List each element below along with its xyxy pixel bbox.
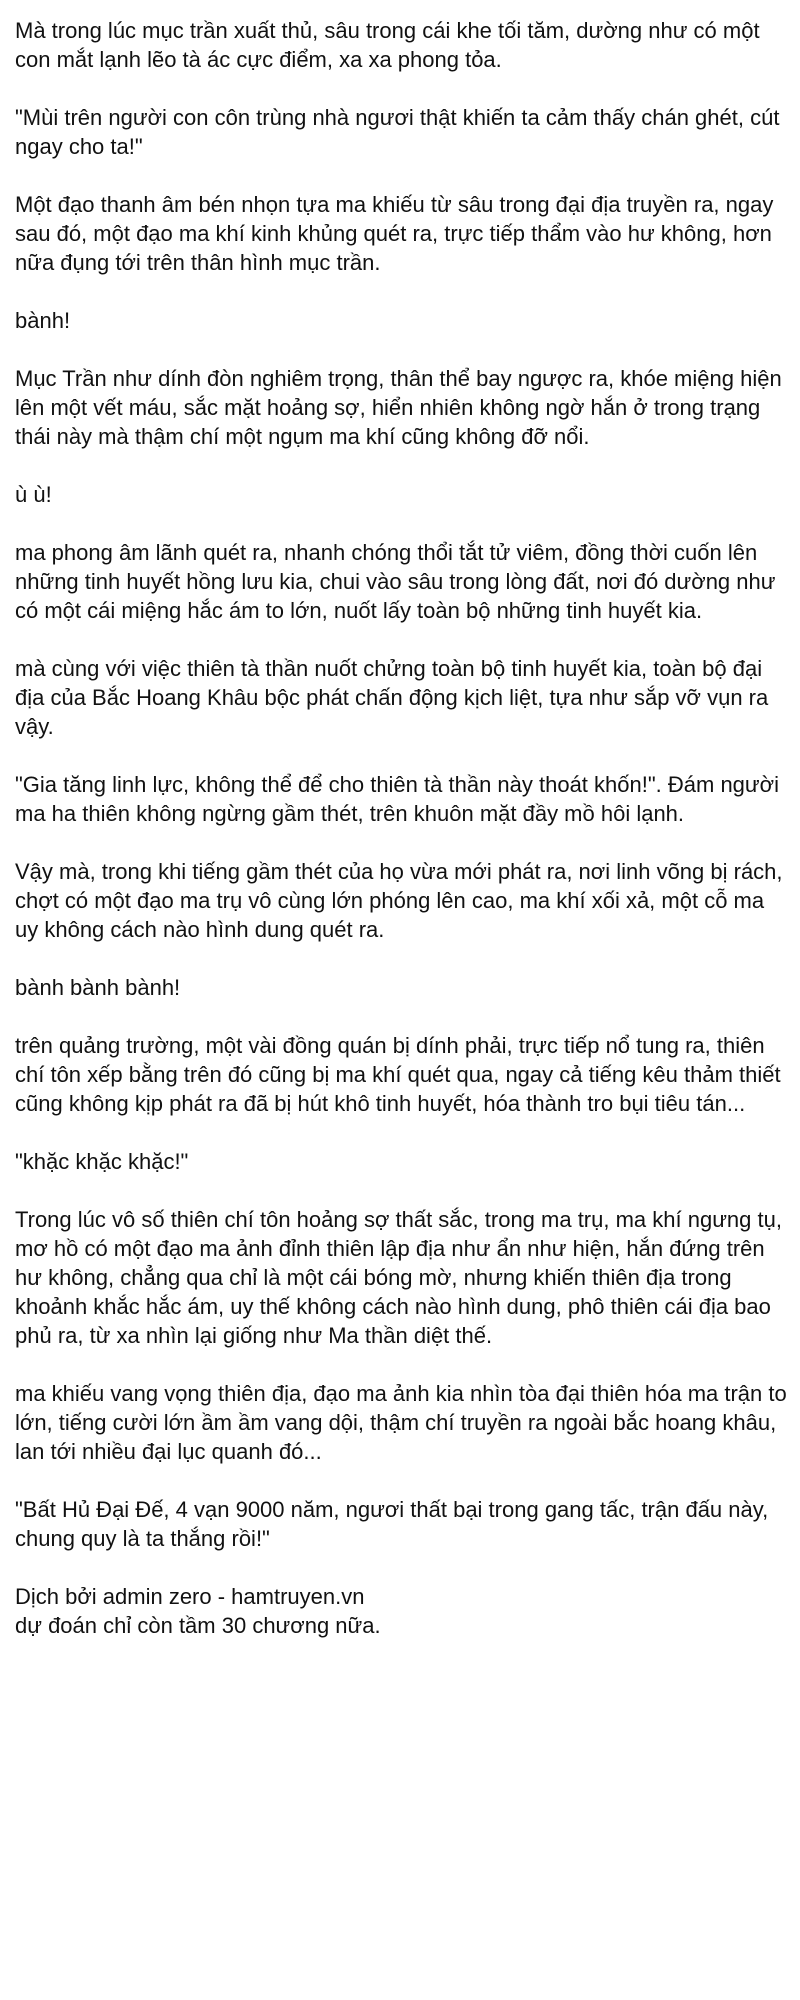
paragraph: mà cùng với việc thiên tà thần nuốt chửng toàn bộ tinh huyết kia, toàn bộ đại địa của Bắc Hoang Khâu bộc phát chấn động kịch liệt, tựa như sắp vỡ vụn ra vậy. bbox=[15, 656, 769, 739]
paragraph: ma khiếu vang vọng thiên địa, đạo ma ảnh kia nhìn tòa đại thiên hóa ma trận to lớn, tiếng cười lớn ầm ầm vang dội, thậm chí truyền ra ngoài bắc hoang khâu, lan tới nhiều đại lục quanh đó... bbox=[15, 1381, 787, 1464]
paragraph: "Gia tăng linh lực, không thể để cho thiên tà thần này thoát khốn!". Đám người ma ha thiên không ngừng gầm thét, trên khuôn mặt đầy mồ hôi lạnh. bbox=[15, 772, 779, 826]
chapter-note: dự đoán chỉ còn tầm 30 chương nữa. bbox=[15, 1613, 381, 1638]
paragraph: Trong lúc vô số thiên chí tôn hoảng sợ thất sắc, trong ma trụ, ma khí ngưng tụ, mơ hồ có một đạo ma ảnh đỉnh thiên lập địa như ẩn như hiện, hắn đứng trên hư không, chẳng qua chỉ là một cái bóng mờ, nhưng khiến thiên địa trong khoảnh khắc hắc ám, uy thế không cách nào hình dung, phô thiên cái địa bao phủ ra, từ xa nhìn lại giống như Ma thần diệt thế. bbox=[15, 1207, 782, 1348]
paragraph: "khặc khặc khặc!" bbox=[15, 1149, 189, 1174]
paragraph: Mà trong lúc mục trần xuất thủ, sâu trong cái khe tối tăm, dường như có một con mắt lạnh lẽo tà ác cực điểm, xa xa phong tỏa. bbox=[15, 18, 760, 72]
translator-credit: Dịch bởi admin zero - hamtruyen.vn bbox=[15, 1584, 365, 1609]
paragraph: ma phong âm lãnh quét ra, nhanh chóng thổi tắt tử viêm, đồng thời cuốn lên những tinh huyết hồng lưu kia, chui vào sâu trong lòng đất, nơi đó dường như có một cái miệng hắc ám to lớn, nuốt lấy toàn bộ những tinh huyết kia. bbox=[15, 540, 776, 623]
paragraph: bành! bbox=[15, 308, 71, 333]
paragraph: bành bành bành! bbox=[15, 975, 181, 1000]
paragraph: ù ù! bbox=[15, 482, 52, 507]
paragraph: "Bất Hủ Đại Đế, 4 vạn 9000 năm, ngươi thất bại trong gang tấc, trận đấu này, chung quy là ta thắng rồi!" bbox=[15, 1497, 769, 1551]
paragraph: Vậy mà, trong khi tiếng gầm thét của họ vừa mới phát ra, nơi linh võng bị rách, chợt có một đạo ma trụ vô cùng lớn phóng lên cao, ma khí xối xả, một cỗ ma uy không cách nào hình dung quét ra. bbox=[15, 859, 783, 942]
document-body bbox=[15, 16, 790, 1640]
paragraph: Một đạo thanh âm bén nhọn tựa ma khiếu từ sâu trong đại địa truyền ra, ngay sau đó, một đạo ma khí kinh khủng quét ra, trực tiếp thẩm vào hư không, hơn nữa đụng tới trên thân hình mục trần. bbox=[15, 192, 774, 275]
paragraph: Mục Trần như dính đòn nghiêm trọng, thân thể bay ngược ra, khóe miệng hiện lên một vết máu, sắc mặt hoảng sợ, hiển nhiên không ngờ hắn ở trong trạng thái này mà thậm chí một ngụm ma khí cũng không đỡ nổi. bbox=[15, 366, 782, 449]
paragraph: trên quảng trường, một vài đồng quán bị dính phải, trực tiếp nổ tung ra, thiên chí tôn xếp bằng trên đó cũng bị ma khí quét qua, ngay cả tiếng kêu thảm thiết cũng không kịp phát ra đã bị hút khô tinh huyết, hóa thành tro bụi tiêu tán... bbox=[15, 1033, 781, 1116]
paragraph: "Mùi trên người con côn trùng nhà ngươi thật khiến ta cảm thấy chán ghét, cút ngay cho ta!" bbox=[15, 105, 780, 159]
